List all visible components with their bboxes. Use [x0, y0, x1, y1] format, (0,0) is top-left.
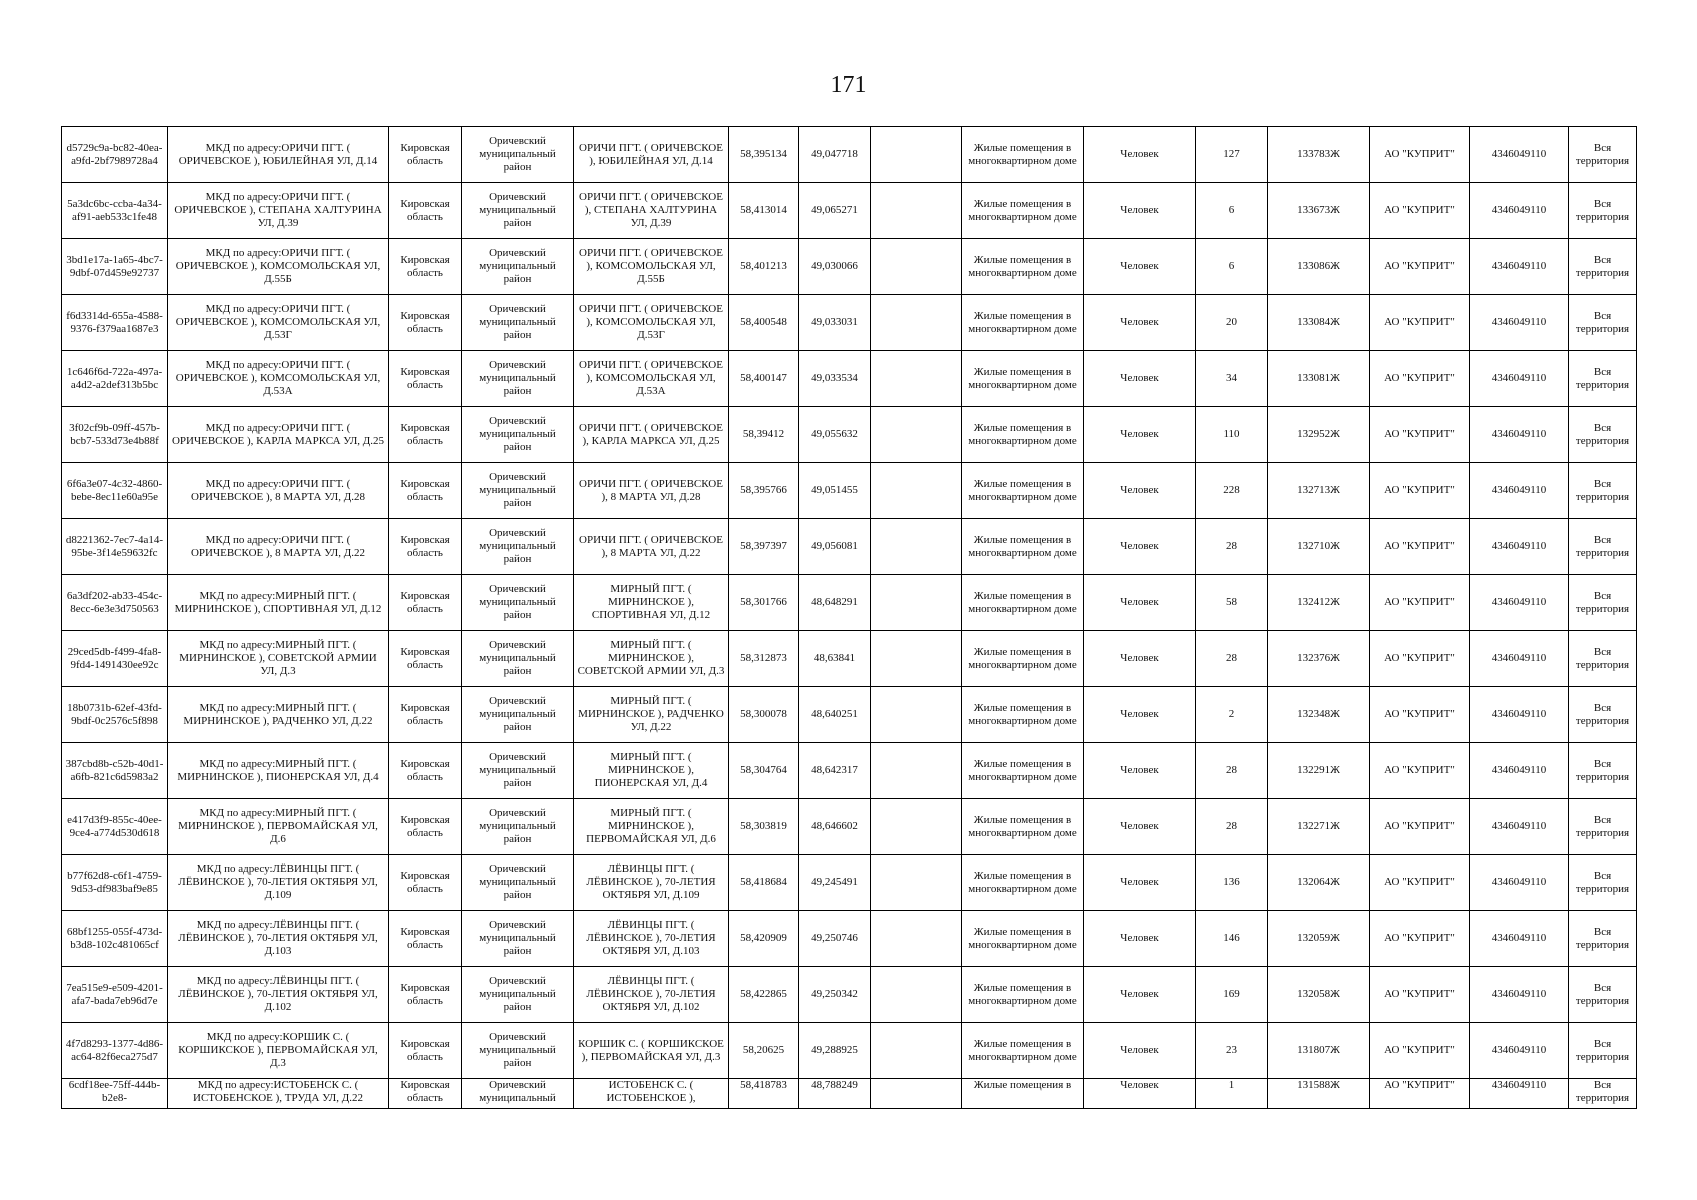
- row-id: d5729c9a-bc82-40ea-a9fd-2bf7989728a4: [62, 127, 168, 183]
- row-lat: 58,301766: [729, 575, 799, 631]
- row-lon: 49,047718: [799, 127, 871, 183]
- row-region: Кировская область: [389, 1023, 462, 1079]
- row-lon: 48,646602: [799, 799, 871, 855]
- table-row: [62, 351, 1637, 407]
- row-count: 28: [1196, 631, 1268, 687]
- row-lon: 48,642317: [799, 743, 871, 799]
- row-name: МКД по адресу:МИРНЫЙ ПГТ. ( МИРНИНСКОЕ ), СОВЕТСКОЙ АРМИИ УЛ, Д.3: [168, 631, 389, 687]
- row-address: ОРИЧИ ПГТ. ( ОРИЧЕВСКОЕ ), 8 МАРТА УЛ, Д.28: [574, 463, 729, 519]
- row-territory: Вся территория: [1569, 295, 1637, 351]
- row-id: 68bf1255-055f-473d-b3d8-102c481065cf: [62, 911, 168, 967]
- row-category: Жилые помещения в многоквартирном доме: [962, 183, 1084, 239]
- row-id: 387cbd8b-c52b-40d1-a6fb-821c6d5983a2: [62, 743, 168, 799]
- row-address: МИРНЫЙ ПГТ. ( МИРНИНСКОЕ ), СОВЕТСКОЙ АРМИИ УЛ, Д.3: [574, 631, 729, 687]
- row-unit: Человек: [1084, 239, 1196, 295]
- table-row: [62, 575, 1637, 631]
- row-lon: 49,030066: [799, 239, 871, 295]
- row-name: МКД по адресу:ОРИЧИ ПГТ. ( ОРИЧЕВСКОЕ ), СТЕПАНА ХАЛТУРИНА УЛ, Д.39: [168, 183, 389, 239]
- row-category: Жилые помещения в многоквартирном доме: [962, 855, 1084, 911]
- row-region: Кировская область: [389, 407, 462, 463]
- table-row: [62, 855, 1637, 911]
- row-category: Жилые помещения в многоквартирном доме: [962, 687, 1084, 743]
- row-lat: 58,418783: [729, 1079, 799, 1109]
- row-territory: Вся территория: [1569, 239, 1637, 295]
- row-address: ОРИЧИ ПГТ. ( ОРИЧЕВСКОЕ ), КОМСОМОЛЬСКАЯ УЛ, Д.53Г: [574, 295, 729, 351]
- row-org: АО "КУПРИТ": [1370, 631, 1470, 687]
- row-extra: [871, 407, 962, 463]
- row-lon: 49,033534: [799, 351, 871, 407]
- row-unit: Человек: [1084, 519, 1196, 575]
- row-district: Оричевский муниципальный район: [462, 575, 574, 631]
- row-inn: 4346049110: [1470, 183, 1569, 239]
- row-territory: Вся территория: [1569, 631, 1637, 687]
- row-code: 131588Ж: [1268, 1079, 1370, 1109]
- row-region: Кировская область: [389, 799, 462, 855]
- row-lon: 49,288925: [799, 1023, 871, 1079]
- row-count: 110: [1196, 407, 1268, 463]
- row-org: АО "КУПРИТ": [1370, 463, 1470, 519]
- row-lon: 49,250342: [799, 967, 871, 1023]
- row-lat: 58,395766: [729, 463, 799, 519]
- row-count: 23: [1196, 1023, 1268, 1079]
- row-count: 2: [1196, 687, 1268, 743]
- row-code: 133673Ж: [1268, 183, 1370, 239]
- row-inn: 4346049110: [1470, 799, 1569, 855]
- row-inn: 4346049110: [1470, 855, 1569, 911]
- row-extra: [871, 575, 962, 631]
- row-id: b77f62d8-c6f1-4759-9d53-df983baf9e85: [62, 855, 168, 911]
- table-row: [62, 1023, 1637, 1079]
- row-unit: Человек: [1084, 295, 1196, 351]
- row-code: 133086Ж: [1268, 239, 1370, 295]
- row-territory: Вся территория: [1569, 1079, 1637, 1109]
- row-org: АО "КУПРИТ": [1370, 239, 1470, 295]
- row-extra: [871, 631, 962, 687]
- row-inn: 4346049110: [1470, 967, 1569, 1023]
- row-extra: [871, 687, 962, 743]
- row-district: Оричевский муниципальный район: [462, 855, 574, 911]
- row-region: Кировская область: [389, 631, 462, 687]
- row-territory: Вся территория: [1569, 127, 1637, 183]
- row-region: Кировская область: [389, 463, 462, 519]
- row-address: ИСТОБЕНСК С. ( ИСТОБЕНСКОЕ ),: [574, 1079, 729, 1109]
- row-district: Оричевский муниципальный: [462, 1079, 574, 1109]
- row-org: АО "КУПРИТ": [1370, 1023, 1470, 1079]
- row-lon: 48,648291: [799, 575, 871, 631]
- row-territory: Вся территория: [1569, 407, 1637, 463]
- row-region: Кировская область: [389, 1079, 462, 1109]
- row-unit: Человек: [1084, 631, 1196, 687]
- row-name: МКД по адресу:ОРИЧИ ПГТ. ( ОРИЧЕВСКОЕ ), КОМСОМОЛЬСКАЯ УЛ, Д.53А: [168, 351, 389, 407]
- row-inn: 4346049110: [1470, 743, 1569, 799]
- table-row: [62, 631, 1637, 687]
- row-unit: Человек: [1084, 127, 1196, 183]
- row-unit: Человек: [1084, 463, 1196, 519]
- row-org: АО "КУПРИТ": [1370, 743, 1470, 799]
- row-lat: 58,422865: [729, 967, 799, 1023]
- row-lat: 58,401213: [729, 239, 799, 295]
- row-org: АО "КУПРИТ": [1370, 967, 1470, 1023]
- row-inn: 4346049110: [1470, 295, 1569, 351]
- row-extra: [871, 239, 962, 295]
- row-category: Жилые помещения в многоквартирном доме: [962, 1023, 1084, 1079]
- row-code: 132376Ж: [1268, 631, 1370, 687]
- row-lat: 58,312873: [729, 631, 799, 687]
- row-id: d8221362-7ec7-4a14-95be-3f14e59632fc: [62, 519, 168, 575]
- row-id: 6cdf18ee-75ff-444b-b2e8-: [62, 1079, 168, 1109]
- row-count: 169: [1196, 967, 1268, 1023]
- row-org: АО "КУПРИТ": [1370, 183, 1470, 239]
- row-category: Жилые помещения в многоквартирном доме: [962, 911, 1084, 967]
- row-org: АО "КУПРИТ": [1370, 295, 1470, 351]
- row-code: 132059Ж: [1268, 911, 1370, 967]
- row-category: Жилые помещения в многоквартирном доме: [962, 407, 1084, 463]
- row-name: МКД по адресу:ИСТОБЕНСК С. ( ИСТОБЕНСКОЕ ), ТРУДА УЛ, Д.22: [168, 1079, 389, 1109]
- row-org: АО "КУПРИТ": [1370, 911, 1470, 967]
- row-org: АО "КУПРИТ": [1370, 407, 1470, 463]
- row-name: МКД по адресу:МИРНЫЙ ПГТ. ( МИРНИНСКОЕ ), РАДЧЕНКО УЛ, Д.22: [168, 687, 389, 743]
- row-territory: Вся территория: [1569, 463, 1637, 519]
- row-name: МКД по адресу:МИРНЫЙ ПГТ. ( МИРНИНСКОЕ ), ПЕРВОМАЙСКАЯ УЛ, Д.6: [168, 799, 389, 855]
- table-row: [62, 1079, 1637, 1109]
- row-district: Оричевский муниципальный район: [462, 743, 574, 799]
- table-row: [62, 295, 1637, 351]
- row-unit: Человек: [1084, 687, 1196, 743]
- row-name: МКД по адресу:ОРИЧИ ПГТ. ( ОРИЧЕВСКОЕ ), 8 МАРТА УЛ, Д.22: [168, 519, 389, 575]
- row-id: e417d3f9-855c-40ee-9ce4-a774d530d618: [62, 799, 168, 855]
- registry-table: [61, 126, 1637, 1109]
- row-id: 29ced5db-f499-4fa8-9fd4-1491430ee92c: [62, 631, 168, 687]
- row-category: Жилые помещения в многоквартирном доме: [962, 239, 1084, 295]
- row-district: Оричевский муниципальный район: [462, 239, 574, 295]
- table-row: [62, 127, 1637, 183]
- row-lat: 58,20625: [729, 1023, 799, 1079]
- row-address: МИРНЫЙ ПГТ. ( МИРНИНСКОЕ ), РАДЧЕНКО УЛ, Д.22: [574, 687, 729, 743]
- row-lat: 58,397397: [729, 519, 799, 575]
- row-category: Жилые помещения в многоквартирном доме: [962, 463, 1084, 519]
- row-region: Кировская область: [389, 351, 462, 407]
- row-count: 127: [1196, 127, 1268, 183]
- row-extra: [871, 1023, 962, 1079]
- row-territory: Вся территория: [1569, 855, 1637, 911]
- row-address: МИРНЫЙ ПГТ. ( МИРНИНСКОЕ ), СПОРТИВНАЯ УЛ, Д.12: [574, 575, 729, 631]
- row-territory: Вся территория: [1569, 183, 1637, 239]
- row-count: 6: [1196, 239, 1268, 295]
- row-lat: 58,395134: [729, 127, 799, 183]
- row-count: 28: [1196, 743, 1268, 799]
- row-id: 18b0731b-62ef-43fd-9bdf-0c2576c5f898: [62, 687, 168, 743]
- row-org: АО "КУПРИТ": [1370, 519, 1470, 575]
- row-lon: 49,051455: [799, 463, 871, 519]
- row-extra: [871, 911, 962, 967]
- row-extra: [871, 295, 962, 351]
- row-unit: Человек: [1084, 799, 1196, 855]
- row-inn: 4346049110: [1470, 911, 1569, 967]
- table-row: [62, 687, 1637, 743]
- row-inn: 4346049110: [1470, 127, 1569, 183]
- row-district: Оричевский муниципальный район: [462, 1023, 574, 1079]
- row-lat: 58,39412: [729, 407, 799, 463]
- row-region: Кировская область: [389, 967, 462, 1023]
- row-lon: 48,640251: [799, 687, 871, 743]
- row-unit: Человек: [1084, 1079, 1196, 1109]
- row-region: Кировская область: [389, 519, 462, 575]
- row-extra: [871, 1079, 962, 1109]
- row-category: Жилые помещения в многоквартирном доме: [962, 295, 1084, 351]
- row-lat: 58,420909: [729, 911, 799, 967]
- row-lat: 58,300078: [729, 687, 799, 743]
- row-count: 28: [1196, 519, 1268, 575]
- row-region: Кировская область: [389, 575, 462, 631]
- row-org: АО "КУПРИТ": [1370, 799, 1470, 855]
- row-count: 6: [1196, 183, 1268, 239]
- row-extra: [871, 463, 962, 519]
- row-org: АО "КУПРИТ": [1370, 575, 1470, 631]
- row-lon: 49,055632: [799, 407, 871, 463]
- row-name: МКД по адресу:ОРИЧИ ПГТ. ( ОРИЧЕВСКОЕ ), ЮБИЛЕЙНАЯ УЛ, Д.14: [168, 127, 389, 183]
- table-row: [62, 743, 1637, 799]
- row-territory: Вся территория: [1569, 519, 1637, 575]
- row-unit: Человек: [1084, 967, 1196, 1023]
- row-district: Оричевский муниципальный район: [462, 631, 574, 687]
- row-id: 3bd1e17a-1a65-4bc7-9dbf-07d459e92737: [62, 239, 168, 295]
- row-address: ОРИЧИ ПГТ. ( ОРИЧЕВСКОЕ ), 8 МАРТА УЛ, Д.22: [574, 519, 729, 575]
- row-category: Жилые помещения в многоквартирном доме: [962, 743, 1084, 799]
- row-lat: 58,400147: [729, 351, 799, 407]
- row-address: ОРИЧИ ПГТ. ( ОРИЧЕВСКОЕ ), СТЕПАНА ХАЛТУРИНА УЛ, Д.39: [574, 183, 729, 239]
- row-unit: Человек: [1084, 407, 1196, 463]
- row-inn: 4346049110: [1470, 519, 1569, 575]
- row-territory: Вся территория: [1569, 687, 1637, 743]
- row-name: МКД по адресу:ЛЁВИНЦЫ ПГТ. ( ЛЁВИНСКОЕ ), 70-ЛЕТИЯ ОКТЯБРЯ УЛ, Д.109: [168, 855, 389, 911]
- row-org: АО "КУПРИТ": [1370, 855, 1470, 911]
- row-id: 6f6a3e07-4c32-4860-bebe-8ec11e60a95e: [62, 463, 168, 519]
- row-id: 4f7d8293-1377-4d86-ac64-82f6eca275d7: [62, 1023, 168, 1079]
- row-inn: 4346049110: [1470, 463, 1569, 519]
- row-inn: 4346049110: [1470, 631, 1569, 687]
- row-category: Жилые помещения в многоквартирном доме: [962, 127, 1084, 183]
- row-lon: 48,788249: [799, 1079, 871, 1109]
- row-id: 3f02cf9b-09ff-457b-bcb7-533d73e4b88f: [62, 407, 168, 463]
- row-org: АО "КУПРИТ": [1370, 351, 1470, 407]
- row-territory: Вся территория: [1569, 743, 1637, 799]
- row-extra: [871, 855, 962, 911]
- row-org: АО "КУПРИТ": [1370, 687, 1470, 743]
- row-category: Жилые помещения в многоквартирном доме: [962, 351, 1084, 407]
- row-address: ОРИЧИ ПГТ. ( ОРИЧЕВСКОЕ ), КОМСОМОЛЬСКАЯ УЛ, Д.55Б: [574, 239, 729, 295]
- row-territory: Вся территория: [1569, 1023, 1637, 1079]
- row-category: Жилые помещения в многоквартирном доме: [962, 967, 1084, 1023]
- row-district: Оричевский муниципальный район: [462, 519, 574, 575]
- row-region: Кировская область: [389, 743, 462, 799]
- row-inn: 4346049110: [1470, 1023, 1569, 1079]
- row-id: 6a3df202-ab33-454c-8ecc-6e3e3d750563: [62, 575, 168, 631]
- row-org: АО "КУПРИТ": [1370, 1079, 1470, 1109]
- row-extra: [871, 967, 962, 1023]
- row-region: Кировская область: [389, 127, 462, 183]
- row-district: Оричевский муниципальный район: [462, 967, 574, 1023]
- row-unit: Человек: [1084, 855, 1196, 911]
- row-id: 5a3dc6bc-ccba-4a34-af91-aeb533c1fe48: [62, 183, 168, 239]
- row-inn: 4346049110: [1470, 575, 1569, 631]
- row-address: ЛЁВИНЦЫ ПГТ. ( ЛЁВИНСКОЕ ), 70-ЛЕТИЯ ОКТЯБРЯ УЛ, Д.109: [574, 855, 729, 911]
- row-count: 28: [1196, 799, 1268, 855]
- row-address: КОРШИК С. ( КОРШИКСКОЕ ), ПЕРВОМАЙСКАЯ УЛ, Д.3: [574, 1023, 729, 1079]
- row-district: Оричевский муниципальный район: [462, 799, 574, 855]
- row-extra: [871, 351, 962, 407]
- row-unit: Человек: [1084, 1023, 1196, 1079]
- row-region: Кировская область: [389, 183, 462, 239]
- row-category: Жилые помещения в многоквартирном доме: [962, 799, 1084, 855]
- row-extra: [871, 743, 962, 799]
- registry-body: [62, 127, 1637, 1109]
- table-row: [62, 967, 1637, 1023]
- row-code: 133783Ж: [1268, 127, 1370, 183]
- row-code: 132412Ж: [1268, 575, 1370, 631]
- row-category: Жилые помещения в многоквартирном доме: [962, 575, 1084, 631]
- row-name: МКД по адресу:ЛЁВИНЦЫ ПГТ. ( ЛЁВИНСКОЕ ), 70-ЛЕТИЯ ОКТЯБРЯ УЛ, Д.103: [168, 911, 389, 967]
- row-territory: Вся территория: [1569, 575, 1637, 631]
- row-code: 132952Ж: [1268, 407, 1370, 463]
- row-unit: Человек: [1084, 575, 1196, 631]
- row-region: Кировская область: [389, 687, 462, 743]
- row-lat: 58,413014: [729, 183, 799, 239]
- row-id: f6d3314d-655a-4588-9376-f379aa1687e3: [62, 295, 168, 351]
- row-district: Оричевский муниципальный район: [462, 407, 574, 463]
- row-lon: 49,056081: [799, 519, 871, 575]
- row-count: 136: [1196, 855, 1268, 911]
- row-name: МКД по адресу:МИРНЫЙ ПГТ. ( МИРНИНСКОЕ ), ПИОНЕРСКАЯ УЛ, Д.4: [168, 743, 389, 799]
- row-count: 1: [1196, 1079, 1268, 1109]
- row-count: 228: [1196, 463, 1268, 519]
- row-district: Оричевский муниципальный район: [462, 183, 574, 239]
- row-lon: 49,245491: [799, 855, 871, 911]
- row-category: Жилые помещения в: [962, 1079, 1084, 1109]
- row-region: Кировская область: [389, 295, 462, 351]
- table-row: [62, 183, 1637, 239]
- row-name: МКД по адресу:ОРИЧИ ПГТ. ( ОРИЧЕВСКОЕ ), КОМСОМОЛЬСКАЯ УЛ, Д.55Б: [168, 239, 389, 295]
- row-region: Кировская область: [389, 911, 462, 967]
- table-row: [62, 799, 1637, 855]
- row-address: ЛЁВИНЦЫ ПГТ. ( ЛЁВИНСКОЕ ), 70-ЛЕТИЯ ОКТЯБРЯ УЛ, Д.102: [574, 967, 729, 1023]
- row-extra: [871, 519, 962, 575]
- row-lat: 58,303819: [729, 799, 799, 855]
- row-district: Оричевский муниципальный район: [462, 295, 574, 351]
- row-address: МИРНЫЙ ПГТ. ( МИРНИНСКОЕ ), ПЕРВОМАЙСКАЯ УЛ, Д.6: [574, 799, 729, 855]
- row-lon: 49,250746: [799, 911, 871, 967]
- row-lon: 49,065271: [799, 183, 871, 239]
- row-region: Кировская область: [389, 239, 462, 295]
- page-number: 171: [830, 72, 867, 98]
- table-row: [62, 911, 1637, 967]
- row-address: МИРНЫЙ ПГТ. ( МИРНИНСКОЕ ), ПИОНЕРСКАЯ УЛ, Д.4: [574, 743, 729, 799]
- row-org: АО "КУПРИТ": [1370, 127, 1470, 183]
- row-lat: 58,400548: [729, 295, 799, 351]
- row-id: 7ea515e9-e509-4201-afa7-bada7eb96d7e: [62, 967, 168, 1023]
- row-lon: 49,033031: [799, 295, 871, 351]
- row-unit: Человек: [1084, 743, 1196, 799]
- row-code: 133084Ж: [1268, 295, 1370, 351]
- row-name: МКД по адресу:ОРИЧИ ПГТ. ( ОРИЧЕВСКОЕ ), 8 МАРТА УЛ, Д.28: [168, 463, 389, 519]
- row-code: 132058Ж: [1268, 967, 1370, 1023]
- row-territory: Вся территория: [1569, 911, 1637, 967]
- row-code: 132710Ж: [1268, 519, 1370, 575]
- row-code: 132064Ж: [1268, 855, 1370, 911]
- row-inn: 4346049110: [1470, 1079, 1569, 1109]
- row-unit: Человек: [1084, 911, 1196, 967]
- row-count: 146: [1196, 911, 1268, 967]
- row-address: ЛЁВИНЦЫ ПГТ. ( ЛЁВИНСКОЕ ), 70-ЛЕТИЯ ОКТЯБРЯ УЛ, Д.103: [574, 911, 729, 967]
- row-inn: 4346049110: [1470, 239, 1569, 295]
- row-extra: [871, 799, 962, 855]
- row-district: Оричевский муниципальный район: [462, 127, 574, 183]
- row-count: 58: [1196, 575, 1268, 631]
- row-name: МКД по адресу:ОРИЧИ ПГТ. ( ОРИЧЕВСКОЕ ), КАРЛА МАРКСА УЛ, Д.25: [168, 407, 389, 463]
- row-count: 34: [1196, 351, 1268, 407]
- row-region: Кировская область: [389, 855, 462, 911]
- row-code: 132713Ж: [1268, 463, 1370, 519]
- row-inn: 4346049110: [1470, 687, 1569, 743]
- row-territory: Вся территория: [1569, 351, 1637, 407]
- row-territory: Вся территория: [1569, 967, 1637, 1023]
- row-extra: [871, 127, 962, 183]
- table-row: [62, 519, 1637, 575]
- row-category: Жилые помещения в многоквартирном доме: [962, 631, 1084, 687]
- row-name: МКД по адресу:МИРНЫЙ ПГТ. ( МИРНИНСКОЕ ), СПОРТИВНАЯ УЛ, Д.12: [168, 575, 389, 631]
- row-code: 132271Ж: [1268, 799, 1370, 855]
- table-row: [62, 463, 1637, 519]
- row-name: МКД по адресу:ЛЁВИНЦЫ ПГТ. ( ЛЁВИНСКОЕ ), 70-ЛЕТИЯ ОКТЯБРЯ УЛ, Д.102: [168, 967, 389, 1023]
- row-name: МКД по адресу:ОРИЧИ ПГТ. ( ОРИЧЕВСКОЕ ), КОМСОМОЛЬСКАЯ УЛ, Д.53Г: [168, 295, 389, 351]
- row-extra: [871, 183, 962, 239]
- row-address: ОРИЧИ ПГТ. ( ОРИЧЕВСКОЕ ), КАРЛА МАРКСА УЛ, Д.25: [574, 407, 729, 463]
- row-district: Оричевский муниципальный район: [462, 687, 574, 743]
- row-lat: 58,418684: [729, 855, 799, 911]
- row-id: 1c646f6d-722a-497a-a4d2-a2def313b5bc: [62, 351, 168, 407]
- row-code: 132291Ж: [1268, 743, 1370, 799]
- row-address: ОРИЧИ ПГТ. ( ОРИЧЕВСКОЕ ), КОМСОМОЛЬСКАЯ УЛ, Д.53А: [574, 351, 729, 407]
- table-row: [62, 239, 1637, 295]
- row-code: 132348Ж: [1268, 687, 1370, 743]
- row-district: Оричевский муниципальный район: [462, 463, 574, 519]
- row-name: МКД по адресу:КОРШИК С. ( КОРШИКСКОЕ ), ПЕРВОМАЙСКАЯ УЛ, Д.3: [168, 1023, 389, 1079]
- row-count: 20: [1196, 295, 1268, 351]
- row-code: 131807Ж: [1268, 1023, 1370, 1079]
- row-address: ОРИЧИ ПГТ. ( ОРИЧЕВСКОЕ ), ЮБИЛЕЙНАЯ УЛ, Д.14: [574, 127, 729, 183]
- row-district: Оричевский муниципальный район: [462, 351, 574, 407]
- row-unit: Человек: [1084, 351, 1196, 407]
- row-lon: 48,63841: [799, 631, 871, 687]
- row-territory: Вся территория: [1569, 799, 1637, 855]
- row-inn: 4346049110: [1470, 407, 1569, 463]
- row-inn: 4346049110: [1470, 351, 1569, 407]
- row-unit: Человек: [1084, 183, 1196, 239]
- table-row: [62, 407, 1637, 463]
- row-category: Жилые помещения в многоквартирном доме: [962, 519, 1084, 575]
- row-district: Оричевский муниципальный район: [462, 911, 574, 967]
- row-lat: 58,304764: [729, 743, 799, 799]
- row-code: 133081Ж: [1268, 351, 1370, 407]
